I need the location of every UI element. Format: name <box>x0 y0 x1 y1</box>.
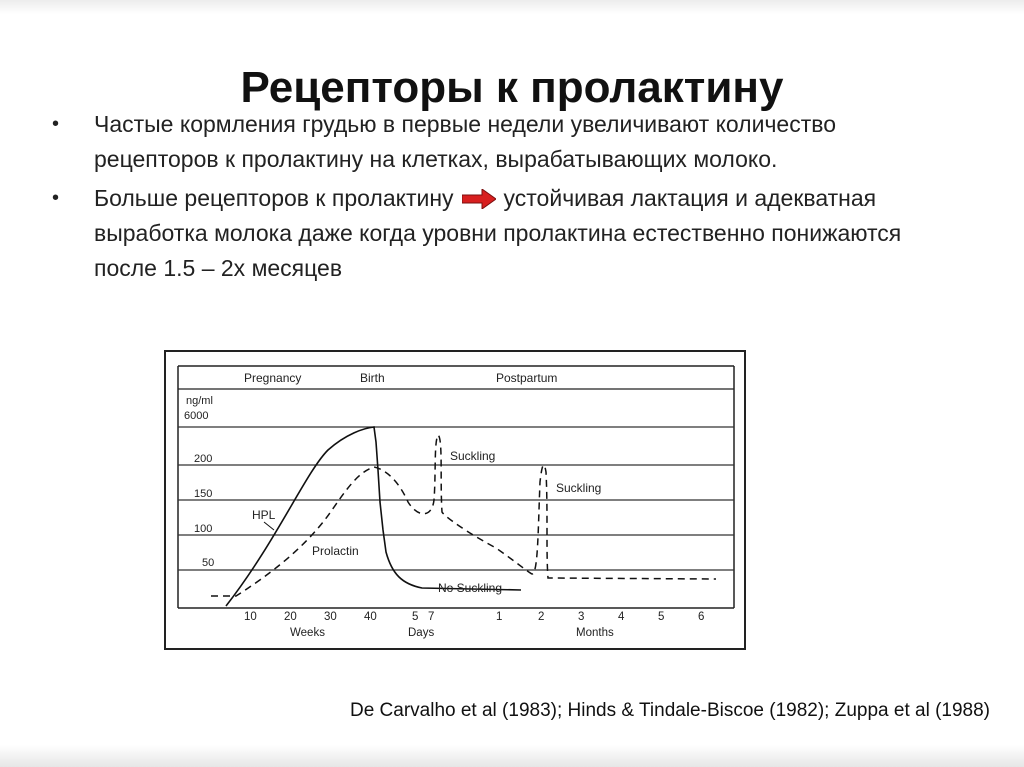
y-tick-label: 200 <box>194 453 213 465</box>
bullet-item <box>52 107 952 177</box>
phase-label-pregnancy: Pregnancy <box>244 371 302 385</box>
bullet-list <box>52 107 952 290</box>
y-tick-label: 150 <box>194 488 213 500</box>
y-unit-label: ng/ml <box>186 395 213 407</box>
x-tick-label: 4 <box>618 611 625 623</box>
prolactin-figure <box>164 350 746 650</box>
bullet-text-before: Больше рецепторов к пролактину <box>94 185 454 211</box>
x-tick-label: 5 <box>658 611 665 623</box>
x-group-label-days: Days <box>408 627 435 639</box>
x-tick-label: 1 <box>496 611 503 623</box>
y-tick-label: 50 <box>202 557 215 569</box>
bullet-text-after: устойчивая лактация и адекватная выработка молока даже когда уровни пролактина естественно понижаются после 1.5 – 2х месяцев <box>94 185 902 281</box>
hpl-label: HPL <box>252 508 276 522</box>
x-tick-label: 2 <box>538 611 545 623</box>
y-tick-label: 6000 <box>184 410 209 422</box>
prolactin-label: Prolactin <box>312 544 359 558</box>
x-tick-label: 6 <box>698 611 705 623</box>
x-tick-label: 40 <box>364 611 377 623</box>
no-suckling-label: No Suckling <box>438 581 503 595</box>
red-right-arrow-icon <box>462 189 496 209</box>
slide-title: Рецепторы к пролактину <box>240 63 784 113</box>
bullet-dot: • <box>52 113 60 135</box>
phase-label-birth: Birth <box>360 371 385 385</box>
bullet-item <box>52 181 952 286</box>
x-tick-label: 7 <box>428 611 435 623</box>
suckling-label-1: Suckling <box>450 449 496 463</box>
bullet-text <box>94 181 952 286</box>
x-tick-label: 3 <box>578 611 585 623</box>
figure-canvas <box>166 352 744 648</box>
x-group-label-months: Months <box>576 627 614 639</box>
bullet-text: Частые кормления грудью в первые недели увеличивают количество рецепторов к пролактину на клетках, вырабатывающих молоко. <box>94 111 837 172</box>
y-tick-label: 100 <box>194 523 213 535</box>
x-tick-label: 30 <box>324 611 337 623</box>
bullet-dot: • <box>52 187 60 209</box>
suckling-label-2: Suckling <box>556 481 602 495</box>
x-tick-label: 5 <box>412 611 419 623</box>
hpl-pointer <box>264 522 274 530</box>
x-tick-label: 20 <box>284 611 297 623</box>
citation-text: De Carvalho et al (1983); Hinds & Tindale-Biscoe (1982); Zuppa et al (1988) <box>349 700 990 721</box>
phase-label-postpartum: Postpartum <box>496 371 558 385</box>
slide-top-edge <box>0 0 1024 14</box>
x-group-label-weeks: Weeks <box>290 627 325 639</box>
x-tick-label: 10 <box>244 611 257 623</box>
slide-bottom-edge <box>0 745 1024 767</box>
